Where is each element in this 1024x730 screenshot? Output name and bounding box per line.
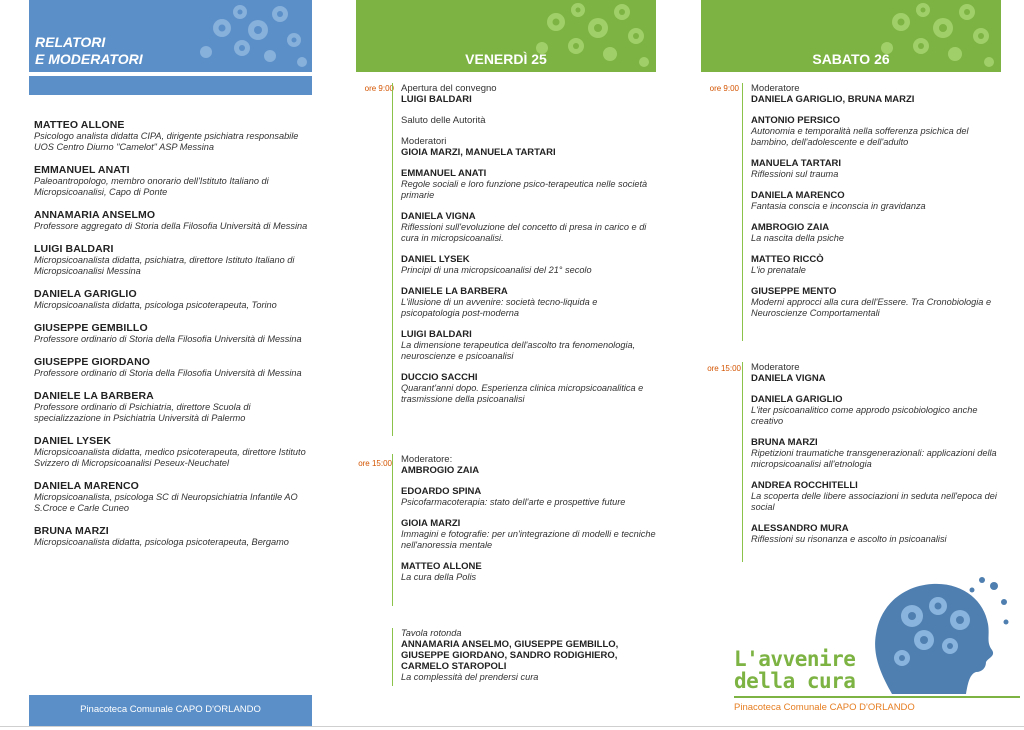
logo-divider [734, 696, 1020, 698]
program-item [401, 372, 656, 405]
program-item-speaker: ANTONIO PERSICO [751, 115, 841, 126]
program-item-title: La dimensione terapeutica dell'ascolto tra fenomenologia, neuroscienze e psicoanalisi [401, 340, 636, 361]
program-item-speaker: EDOARDO SPINA [401, 486, 482, 497]
program-item [751, 286, 1006, 319]
speaker-entry [34, 288, 309, 311]
saturday-afternoon-block [742, 362, 1006, 562]
program-item [401, 518, 656, 551]
saturday-title: SABATO 26 [812, 51, 890, 67]
friday-morning-block [392, 83, 656, 436]
program-item [751, 523, 1006, 545]
event-logo-text [734, 648, 855, 692]
program-item-speaker: MATTEO RICCÒ [751, 254, 824, 265]
program-item-title: La scoperta delle libere associazioni in seduta nell'epoca dei social [751, 491, 997, 512]
program-item-title: Principi di una micropsicoanalisi del 21° secolo [401, 265, 592, 275]
program-item-speaker: LUIGI BALDARI [401, 329, 472, 340]
speaker-description: Psicologo analista didatta CIPA, dirigente psichiatra responsabile UOS Centro Diurno "Camelot" ASP Messina [34, 131, 299, 152]
speaker-entry [34, 525, 309, 548]
program-item-title: Autonomia e temporalità nella sofferenza psichica del bambino, dell'adolescente e dell'adulto [751, 126, 969, 147]
speaker-entry [34, 164, 309, 198]
program-item-label: Saluto delle Autorità [401, 115, 486, 126]
program-item [401, 286, 656, 319]
program-item-title: L'iter psicoanalitico come approdo psicobiologico anche creativo [751, 405, 978, 426]
program-item-speaker: MATTEO ALLONE [401, 561, 482, 572]
logo-venue: Pinacoteca Comunale CAPO D'ORLANDO [734, 702, 915, 713]
program-item-speaker: GIUSEPPE MENTO [751, 286, 837, 297]
speakers-list [34, 119, 309, 559]
speaker-entry [34, 322, 309, 345]
saturday-morning-time: ore 9:00 [709, 84, 739, 93]
speakers-banner-strip [29, 76, 312, 95]
speakers-title-line1: RELATORI [35, 34, 106, 50]
speakers-title [35, 34, 143, 68]
program-item-title: L'illusione di un avvenire: società tecno-liquida e psicopatologia post-moderna [401, 297, 598, 318]
program-item-speaker: ALESSANDRO MURA [751, 523, 849, 534]
program-item-label: Moderatori [401, 136, 447, 147]
program-item [751, 222, 1006, 244]
speaker-entry [34, 480, 309, 514]
program-item [751, 190, 1006, 212]
program-item [401, 83, 656, 105]
speaker-name: ANNAMARIA ANSELMO [34, 209, 156, 221]
friday-column [356, 0, 656, 730]
speaker-entry [34, 243, 309, 277]
speaker-name: GIUSEPPE GIORDANO [34, 356, 151, 368]
speaker-name: EMMANUEL ANATI [34, 164, 130, 176]
program-item [751, 480, 1006, 513]
program-item-label: Apertura del convegno [401, 83, 497, 94]
program-item [751, 254, 1006, 276]
program-item [401, 136, 656, 158]
speaker-name: MATTEO ALLONE [34, 119, 125, 131]
program-item-title: Immagini e fotografie: per un'integrazione di modelli e tecniche nell'anoressia mentale [401, 529, 656, 550]
program-item [751, 158, 1006, 180]
program-item-label: Moderatore: [401, 454, 453, 465]
program-item [751, 83, 1006, 105]
program-item-speaker: AMBROGIO ZAIA [401, 465, 480, 476]
speaker-name: DANIELE LA BARBERA [34, 390, 154, 402]
speaker-description: Professore ordinario di Psichiatria, direttore Scuola di specializzazione in Psichiatria Università di Palermo [34, 402, 251, 423]
program-item-speaker: DANIELA MARENCO [751, 190, 845, 201]
program-item-title: Fantasia conscia e inconscia in gravidanza [751, 201, 926, 211]
speaker-description: Paleoantropologo, membro onorario dell'Istituto Italiano di Micropsicoanalisi, Capo di Ponte [34, 176, 269, 197]
roundtable-block [392, 628, 656, 686]
logo-line1: L'avvenire [734, 647, 856, 671]
program-item [401, 254, 656, 276]
speakers-banner [29, 0, 312, 72]
roundtable-item [401, 628, 656, 683]
speaker-description: Micropsicoanalista didatta, psicologa psicoterapeuta, Bergamo [34, 537, 289, 547]
speaker-description: Micropsicoanalista didatta, medico psicoterapeuta, direttore Istituto Svizzero di Micropsicoanalisi Peseux-Neuchatel [34, 447, 306, 468]
program-item-speaker: DANIEL LYSEK [401, 254, 470, 265]
program-item [751, 115, 1006, 148]
speaker-entry [34, 435, 309, 469]
program-item [401, 168, 656, 201]
friday-title: VENERDÌ 25 [465, 51, 547, 67]
brain-gears-icon [162, 0, 312, 72]
program-item [751, 437, 1006, 470]
program-item-speaker: GIOIA MARZI, MANUELA TARTARI [401, 147, 556, 158]
speaker-description: Micropsicoanalista, psicologa SC di Neuropsichiatria Infantile AO S.Croce e Carle Cuneo [34, 492, 298, 513]
roundtable-label: Tavola rotonda [401, 628, 462, 638]
program-item-title: La cura della Polis [401, 572, 477, 582]
program-item-title: Riflessioni sull'evoluzione del concetto di presa in carico e di cura in micropsicoanalisi. [401, 222, 647, 243]
program-item-speaker: LUIGI BALDARI [401, 94, 472, 105]
program-item-speaker: DANIELA GARIGLIO [751, 394, 843, 405]
program-item-title: Quarant'anni dopo. Esperienza clinica micropsicoanalitica e trasmissione della psicoanalisi [401, 383, 644, 404]
speaker-name: DANIEL LYSEK [34, 435, 112, 447]
program-item [751, 394, 1006, 427]
friday-afternoon-time: ore 15:00 [358, 459, 392, 468]
speaker-description: Professore aggregato di Storia della Filosofia Università di Messina [34, 221, 308, 231]
logo-line2: della cura [734, 669, 856, 693]
program-item-title: Psicofarmacoterapia: stato dell'arte e prospettive future [401, 497, 626, 507]
program-item-title: Riflessioni su risonanza e ascolto in psicoanalisi [751, 534, 947, 544]
speaker-entry [34, 119, 309, 153]
program-item-speaker: DANIELE LA BARBERA [401, 286, 508, 297]
page-bottom-line [0, 726, 1024, 727]
program-item-label: Moderatore [751, 83, 800, 94]
program-item-speaker: DANIELA GARIGLIO, BRUNA MARZI [751, 94, 915, 105]
program-item-title: Moderni approcci alla cura dell'Essere. Tra Cronobiologia e Neuroscienze Comportamentali [751, 297, 992, 318]
head-gears-icon [862, 576, 1012, 696]
program-item-speaker: AMBROGIO ZAIA [751, 222, 830, 233]
speaker-entry [34, 209, 309, 232]
speaker-entry [34, 356, 309, 379]
program-item [401, 486, 656, 508]
program-item-speaker: ANDREA ROCCHITELLI [751, 480, 858, 491]
speaker-name: DANIELA GARIGLIO [34, 288, 137, 300]
program-item [401, 115, 656, 126]
speaker-description: Micropsicoanalista didatta, psichiatra, direttore Istituto Italiano di Micropsicoanalisi Messina [34, 255, 295, 276]
roundtable-desc: La complessità del prendersi cura [401, 672, 539, 682]
roundtable-names: ANNAMARIA ANSELMO, GIUSEPPE GEMBILLO, GIUSEPPE GIORDANO, SANDRO RODIGHIERO, CARMELO STAROPOLI [401, 639, 619, 672]
program-item [751, 362, 1006, 384]
program-item [401, 329, 656, 362]
speaker-entry [34, 390, 309, 424]
friday-afternoon-block [392, 454, 656, 606]
program-item-title: La nascita della psiche [751, 233, 844, 243]
program-item-speaker: GIOIA MARZI [401, 518, 461, 529]
speaker-name: LUIGI BALDARI [34, 243, 114, 255]
speakers-title-line2: E MODERATORI [35, 51, 143, 67]
program-item [401, 561, 656, 583]
speaker-name: GIUSEPPE GEMBILLO [34, 322, 148, 334]
program-item-speaker: DUCCIO SACCHI [401, 372, 478, 383]
program-item [401, 454, 656, 476]
program-item-title: Ripetizioni traumatiche transgenerazionali: applicazioni della micropsicoanalisi all'etnologia [751, 448, 997, 469]
program-item-speaker: BRUNA MARZI [751, 437, 818, 448]
program-item [401, 211, 656, 244]
speaker-name: DANIELA MARENCO [34, 480, 139, 492]
venue-footer [29, 695, 312, 727]
venue-footer-text: Pinacoteca Comunale CAPO D'ORLANDO [80, 704, 261, 715]
speaker-description: Micropsicoanalista didatta, psicologa psicoterapeuta, Torino [34, 300, 277, 310]
speaker-description: Professore ordinario di Storia della Filosofia Università di Messina [34, 368, 302, 378]
speaker-name: BRUNA MARZI [34, 525, 109, 537]
program-item-title: Riflessioni sul trauma [751, 169, 839, 179]
speaker-description: Professore ordinario di Storia della Filosofia Università di Messina [34, 334, 302, 344]
friday-banner [356, 0, 656, 72]
program-item-speaker: DANIELA VIGNA [401, 211, 476, 222]
saturday-banner [701, 0, 1001, 72]
friday-morning-time: ore 9:00 [364, 84, 394, 93]
program-item-speaker: EMMANUEL ANATI [401, 168, 487, 179]
program-item-speaker: MANUELA TARTARI [751, 158, 842, 169]
speakers-column [29, 0, 312, 730]
saturday-afternoon-time: ore 15:00 [707, 364, 741, 373]
program-item-title: Regole sociali e loro funzione psico-terapeutica nelle società primarie [401, 179, 648, 200]
saturday-morning-block [742, 83, 1006, 341]
program-item-speaker: DANIELA VIGNA [751, 373, 826, 384]
program-item-title: L'io prenatale [751, 265, 806, 275]
program-item-label: Moderatore [751, 362, 800, 373]
